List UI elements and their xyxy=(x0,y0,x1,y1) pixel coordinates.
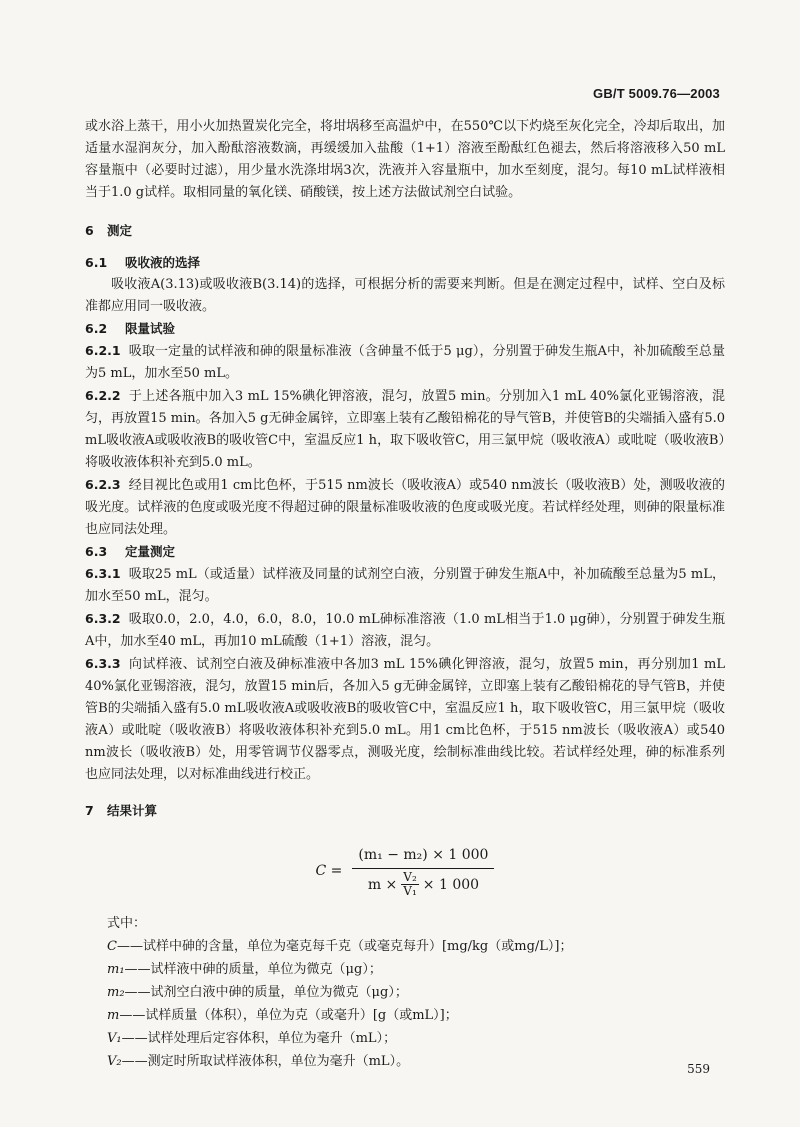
clause-number: 6.2.1 xyxy=(85,343,121,358)
variable-symbol: m xyxy=(107,1008,120,1023)
section-number: 6 xyxy=(85,223,94,238)
variable-desc: ——试样中砷的含量，单位为毫克每千克（或毫克每升）[mg/kg（或mg/L）]； xyxy=(116,939,573,954)
variable-row xyxy=(107,935,725,958)
formula-fraction xyxy=(352,844,494,898)
variable-row xyxy=(107,1050,725,1073)
formula-denominator xyxy=(368,869,479,898)
clause-text: 吸取25 mL（或适量）试样液及同量的试剂空白液，分别置于砷发生瓶A中，补加硫酸至总量为5 mL，加水至50 mL，混匀。 xyxy=(85,567,725,604)
document-body xyxy=(85,116,725,1073)
formula-volume-ratio xyxy=(401,871,418,898)
section-number: 6.2 xyxy=(85,321,108,336)
intro-paragraph: 或水浴上蒸干，用小火加热置炭化完全，将坩埚移至高温炉中，在550℃以下灼烧至灰化完全，冷却后取出，加适量水湿润灰分，加入酚酞溶液数滴，再缓缓加入盐酸（1+1）溶液至酚酞红色褪去，然后将溶液移入50 mL容量瓶中（必要时过滤），用少量水洗涤坩埚3次，洗液并入容量瓶中，加水至刻度，混匀。每10 mL试样液相当于1.0 g试样。取相同量的氧化镁、硝酸镁，按上述方法做试剂空白试验。 xyxy=(85,119,725,200)
section-number: 6.1 xyxy=(85,255,108,270)
standard-number: GB/T 5009.76—2003 xyxy=(593,86,720,101)
variable-row xyxy=(107,1027,725,1050)
section-7-heading xyxy=(85,800,725,822)
clause-text: 向试样液、试剂空白液及砷标准液中各加3 mL 15%碘化钾溶液，混匀，放置5 min，再分别加1 mL 40%氯化亚锡溶液，混匀，放置15 min后，各加入5 g无砷金属锌，立即塞上装有乙酸铅棉花的导气管B，并使管B的尖端插入盛有5.0 mL吸收液A或吸收液B的吸收管C中，室温反应1 h，取下吸收管C，用三氯甲烷（吸收液A）或吡啶（吸收液B）将吸收液体积补充到5.0 mL。用1 cm比色杯，于515 nm波长（吸收液A）或540 nm波长（吸收液B）处，用零管调节仪器零点，测吸光度，绘制标准曲线比较。若试样经处理，砷的标准系列也应同法处理，以对标准曲线进行校正。 xyxy=(85,657,725,782)
variable-desc: ——测定时所取试样液体积，单位为毫升（mL）。 xyxy=(121,1054,410,1069)
section-6-heading xyxy=(85,220,725,242)
clause-number: 6.2.2 xyxy=(85,388,121,403)
section-title: 测定 xyxy=(107,223,133,238)
variable-symbol: V₂ xyxy=(107,1054,122,1069)
clause-text: 吸取一定量的试样液和砷的限量标准液（含砷量不低于5 μg），分别置于砷发生瓶A中，补加硫酸至总量为5 mL，加水至50 mL。 xyxy=(85,344,725,381)
variable-row xyxy=(107,958,725,981)
variable-definitions xyxy=(107,912,725,1073)
variable-symbol: m₂ xyxy=(107,985,125,1000)
section-title: 结果计算 xyxy=(107,803,158,818)
variable-symbol: C xyxy=(107,939,117,954)
clause-6-2-1 xyxy=(85,340,725,385)
clause-number: 6.3.2 xyxy=(85,611,121,626)
page-number: 559 xyxy=(687,1062,710,1076)
section-title: 限量试验 xyxy=(125,321,176,336)
clause-text: 吸取0.0，2.0，4.0，6.0，8.0，10.0 mL砷标准溶液（1.0 mL相当于1.0 μg砷），分别置于砷发生瓶A中，加水至40 mL，再加10 mL硫酸（1+1）溶液，混匀。 xyxy=(85,612,725,649)
formula-numerator: (m₁ − m₂) × 1 000 xyxy=(352,844,494,869)
formula-den-m: m × xyxy=(367,876,398,893)
variable-desc: ——试样处理后定容体积，单位为毫升（mL）； xyxy=(121,1031,397,1046)
section-number: 6.3 xyxy=(85,544,108,559)
clause-6-3-1 xyxy=(85,563,725,608)
section-title: 吸收液的选择 xyxy=(125,255,201,270)
clause-6-2-2 xyxy=(85,385,725,474)
variable-desc: ——试剂空白液中砷的质量，单位为微克（μg）； xyxy=(124,985,408,1000)
section-title: 定量测定 xyxy=(125,544,176,559)
clause-6-3-3 xyxy=(85,653,725,786)
clause-number: 6.3.3 xyxy=(85,656,121,671)
clause-number: 6.2.3 xyxy=(85,477,121,492)
variable-row xyxy=(107,981,725,1004)
clause-number: 6.3.1 xyxy=(85,566,121,581)
section-number: 7 xyxy=(85,803,94,818)
variable-symbol: V₁ xyxy=(107,1031,122,1046)
section-6-1-text: 吸收液A(3.13)或吸收液B(3.14)的选择，可根据分析的需要来判断。但是在测定过程中，试样、空白及标准都应用同一吸收液。 xyxy=(85,277,725,314)
formula-v2: V₂ xyxy=(403,870,417,884)
section-6-3-heading xyxy=(85,541,725,563)
clause-text: 经目视比色或用1 cm比色杯，于515 nm波长（吸收液A）或540 nm波长（吸收液B）处，测吸收液的吸光度。试样液的色度或吸光度不得超过砷的限量标准吸收液的色度或吸光度。若试样经处理，则砷的限量标准也应同法处理。 xyxy=(85,478,725,537)
clause-6-2-3 xyxy=(85,474,725,541)
where-label: 式中： xyxy=(107,916,147,931)
formula-v1: V₁ xyxy=(403,884,417,898)
formula-den-tail: × 1 000 xyxy=(422,876,480,893)
variable-desc: ——试样质量（体积），单位为克（或毫升）[g（或mL）]； xyxy=(119,1008,458,1023)
variable-symbol: m₁ xyxy=(107,962,125,977)
clause-text: 于上述各瓶中加入3 mL 15%碘化钾溶液，混匀，放置5 min。分别加入1 mL 40%氯化亚锡溶液，混匀，再放置15 min。各加入5 g无砷金属锌，立即塞上装有乙酸铅棉花的导气管B，并使管B的尖端插入盛有5.0 mL吸收液A或吸收液B的吸收管C中，室温反应1 h，取下吸收管C，用三氯甲烷（吸收液A）或吡啶（吸收液B）将吸收液体积补充到5.0 mL。 xyxy=(85,389,725,470)
variable-desc: ——试样液中砷的质量，单位为微克（μg）； xyxy=(124,962,382,977)
section-6-2-heading xyxy=(85,318,725,340)
clause-6-3-2 xyxy=(85,608,725,653)
section-6-1-heading xyxy=(85,252,725,274)
result-formula xyxy=(85,844,725,898)
variable-row xyxy=(107,1004,725,1027)
formula-lhs: C = xyxy=(315,863,343,879)
